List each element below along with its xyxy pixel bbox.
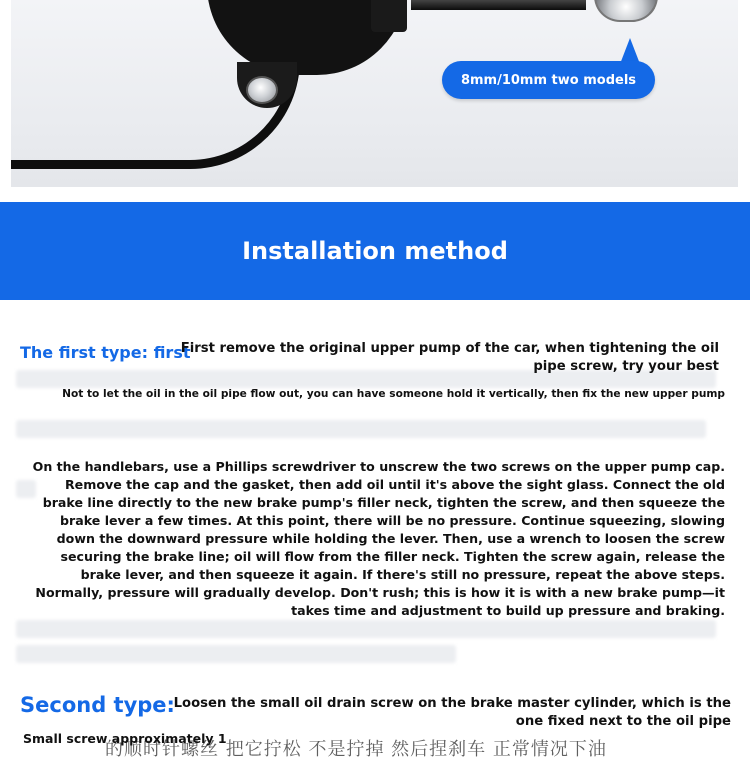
watermark-row: [16, 620, 716, 638]
second-type-heading: Second type:: [20, 693, 175, 717]
first-type-instructions: On the handlebars, use a Phillips screwdriver to unscrew the two screws on the upper pump cap. Remove the cap and the gasket, then add oil until it's above the sight glass. Connect the old brake line directly to the new brake pump's filler neck, tighten the screw, and then squeeze the brake lever a few times. At this point, there will be no pressure. Continue squeezing, slowing down the downward pressure while holding the lever. Then, use a wrench to loosen the screw securing the brake line; oil will flow from the filler neck. Tighten the screw again, release the brake lever, and then squeeze it again. If there's still no pressure, repeat the above steps. Normally, pressure will gradually develop. Don't rush; this is how it is with a new brake pump—it takes time and adjustment to build up pressure and braking.: [32, 459, 725, 618]
chinese-caption-line: 的顺时针螺丝 把它拧松 不是拧掉 然后捏刹车 正常情况下油: [105, 739, 607, 760]
first-type-line-1: First remove the original upper pump of the car, when tightening the oil pipe screw, try your best: [180, 341, 719, 374]
watermark-row: [16, 420, 706, 438]
second-type-description: Loosen the small oil drain screw on the brake master cylinder, which is the one fixed next to the oil pipe: [173, 696, 731, 729]
section-title: Installation method: [242, 237, 508, 265]
banjo-nut-icon: [594, 0, 658, 22]
first-type-line-2: Not to let the oil in the oil pipe flow out, you can have someone hold it vertically, then fix the new upper pump: [62, 388, 725, 400]
first-type-heading: The first type: first: [20, 343, 191, 362]
section-banner: [0, 202, 750, 300]
brake-pump-block: [371, 0, 407, 32]
watermark-row: [16, 645, 456, 663]
small-screw-note: Small screw approximately 1: [23, 731, 227, 746]
model-size-label: 8mm/10mm two models: [442, 61, 655, 99]
bolt-head-icon: [246, 76, 278, 104]
oil-pipe: [411, 0, 586, 10]
